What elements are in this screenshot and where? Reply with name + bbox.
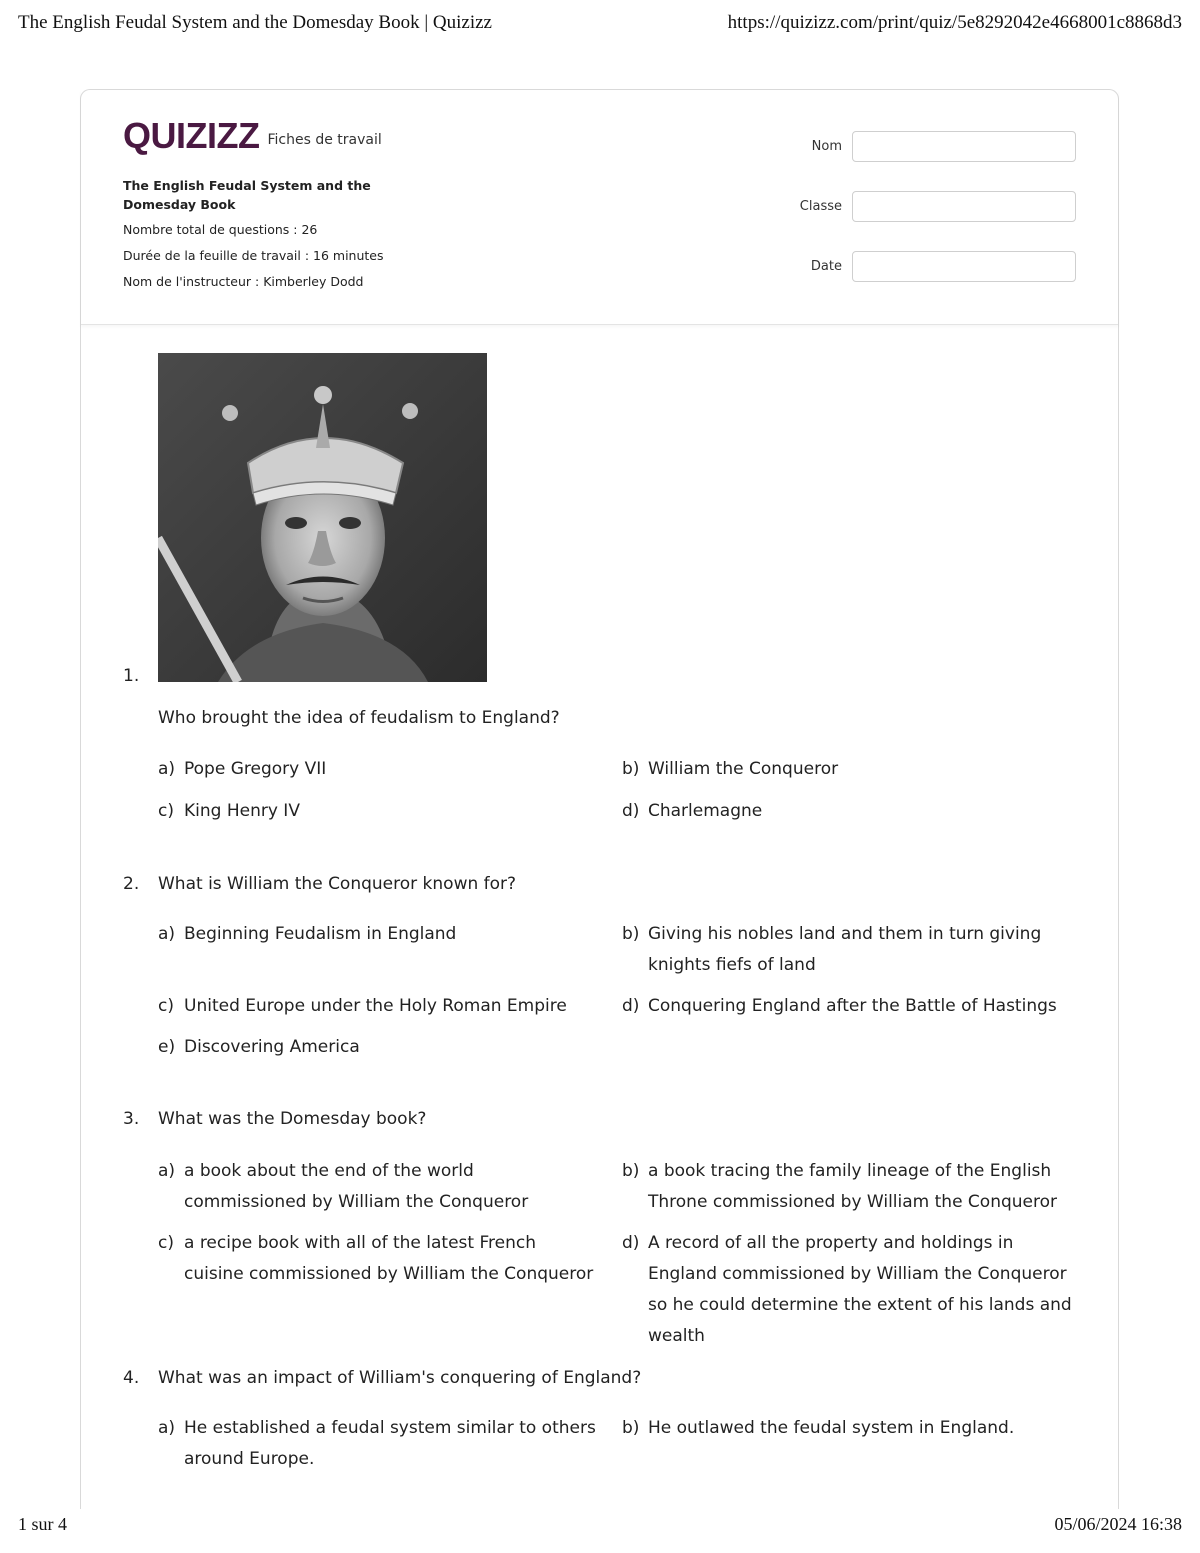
question-2-option-c: c) United Europe under the Holy Roman Empire [158, 996, 567, 1016]
date-field[interactable] [852, 251, 1076, 282]
question-1-option-d: d) Charlemagne [622, 801, 763, 821]
question-3-number: 3. [123, 1109, 140, 1129]
name-field-row [800, 130, 1076, 162]
print-footer [0, 1514, 1200, 1538]
worksheet-duration: Durée de la feuille de travail : 16 minutes [123, 248, 384, 263]
question-4-text: What was an impact of William's conquering of England? [158, 1368, 642, 1388]
question-3-option-c: c) a recipe book with all of the latest French cuisine commissioned by William the Conqueror [158, 1233, 594, 1284]
question-4-option-a: a) He established a feudal system similar to others around Europe. [158, 1418, 596, 1469]
instructor-name: Nom de l'instructeur : Kimberley Dodd [123, 274, 364, 289]
class-field[interactable] [852, 191, 1076, 222]
print-header [0, 12, 1200, 40]
class-field-row [800, 190, 1076, 222]
question-2-number: 2. [123, 874, 140, 894]
question-1-number: 1. [123, 666, 140, 686]
print-page-url: https://quizizz.com/print/quiz/5e8292042e4668001c8868d3 [727, 12, 1182, 33]
question-1-portrait-image [158, 353, 487, 682]
name-field[interactable] [852, 131, 1076, 162]
worksheet-title: The English Feudal System and the Domesday Book [123, 178, 371, 212]
question-2-option-b: b) Giving his nobles land and them in turn giving knights fiefs of land [622, 924, 1042, 975]
page-count: 1 sur 4 [18, 1514, 67, 1534]
question-4-option-b: b) He outlawed the feudal system in England. [622, 1418, 1015, 1438]
name-label: Nom [811, 138, 842, 154]
total-questions: Nombre total de questions : 26 [123, 222, 318, 237]
logo-subtitle: Fiches de travail [267, 132, 382, 148]
worksheet-header [81, 90, 1118, 325]
question-3-option-b: b) a book tracing the family lineage of the English Throne commissioned by William the Conqueror [622, 1161, 1058, 1212]
question-1-option-a: a) Pope Gregory VII [158, 759, 327, 779]
print-datetime: 05/06/2024 16:38 [1054, 1514, 1182, 1534]
quizizz-logo: QUIZIZZ [123, 115, 260, 156]
question-1-option-c: c) King Henry IV [158, 801, 300, 821]
question-3-option-a: a) a book about the end of the world commissioned by William the Conqueror [158, 1161, 529, 1212]
question-3-option-d: d) A record of all the property and holdings in England commissioned by William the Conqueror so he could determine the extent of his lands and wealth [622, 1233, 1072, 1346]
logo-row [123, 115, 382, 156]
question-3-text: What was the Domesday book? [158, 1109, 427, 1129]
question-1-text: Who brought the idea of feudalism to England? [158, 708, 560, 728]
student-fields [800, 130, 1076, 310]
question-4-number: 4. [123, 1368, 140, 1388]
question-2-option-a: a) Beginning Feudalism in England [158, 924, 457, 944]
question-2-option-d: d) Conquering England after the Battle of Hastings [622, 996, 1057, 1016]
date-label: Date [810, 258, 842, 274]
class-label: Classe [799, 198, 842, 214]
question-2-option-e: e) Discovering America [158, 1037, 360, 1057]
date-field-row [800, 250, 1076, 282]
question-1-option-b: b) William the Conqueror [622, 759, 839, 779]
question-2-text: What is William the Conqueror known for? [158, 874, 517, 894]
worksheet-meta [123, 176, 413, 298]
print-page-title: The English Feudal System and the Domesday Book | Quizizz [18, 12, 492, 33]
